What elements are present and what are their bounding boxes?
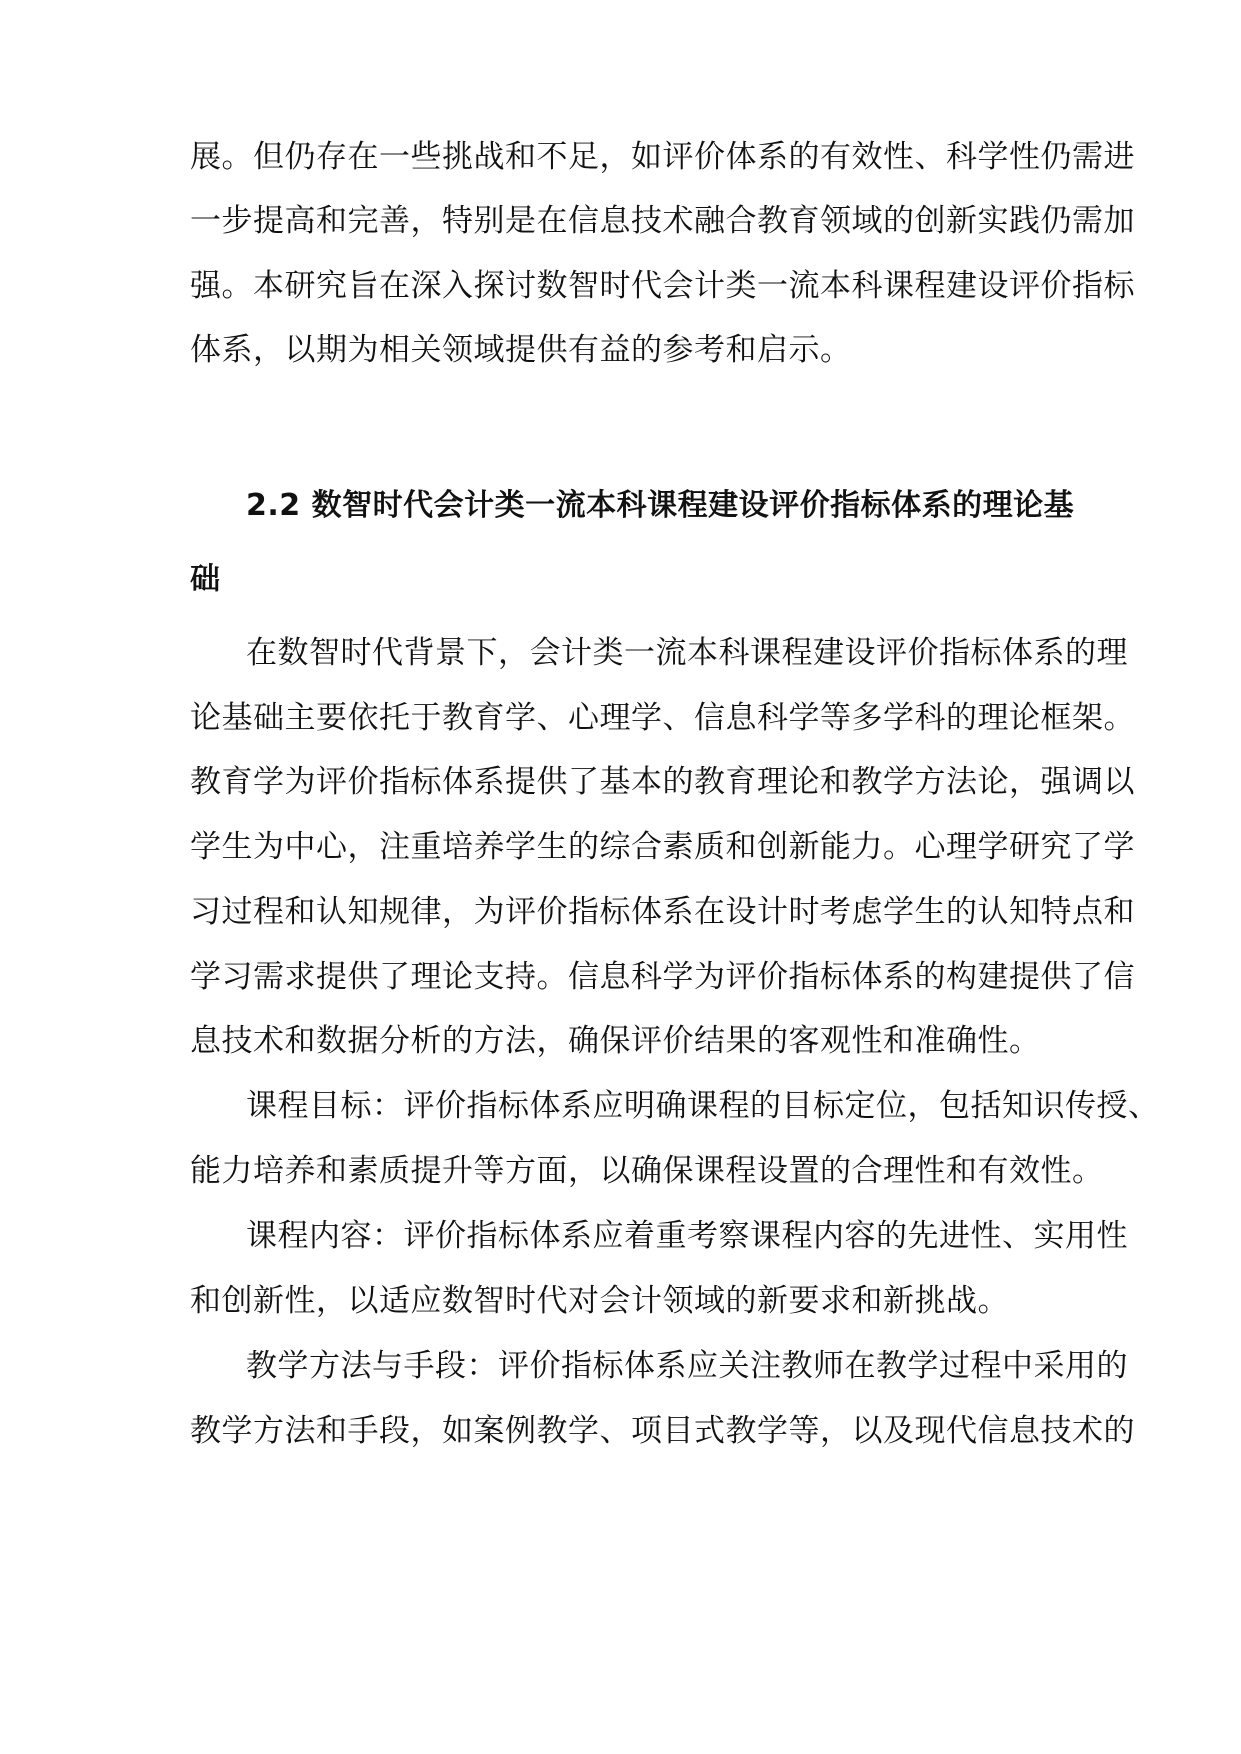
text-line: 在数智时代背景下，会计类一流本科课程建设评价指标体系的理 <box>246 635 1128 671</box>
text-line: 课程内容：评价指标体系应着重考察课程内容的先进性、实用性 <box>246 1218 1128 1254</box>
section-heading-continued: 础 <box>190 562 221 597</box>
text-line: 强。本研究旨在深入探讨数智时代会计类一流本科课程建设评价指标 <box>190 268 1135 304</box>
text-line: 体系，以期为相关领域提供有益的参考和启示。 <box>190 332 852 368</box>
text-line: 课程目标：评价指标体系应明确课程的目标定位，包括知识传授、 <box>246 1088 1160 1124</box>
text-line: 息技术和数据分析的方法，确保评价结果的客观性和准确性。 <box>190 1023 1041 1059</box>
text-line: 学习需求提供了理论支持。信息科学为评价指标体系的构建提供了信 <box>190 959 1135 995</box>
text-line: 和创新性，以适应数智时代对会计领域的新要求和新挑战。 <box>190 1283 1009 1319</box>
text-line: 教学方法和手段，如案例教学、项目式教学等，以及现代信息技术的 <box>190 1413 1135 1449</box>
text-line: 展。但仍存在一些挑战和不足，如评价体系的有效性、科学性仍需进 <box>190 139 1135 175</box>
section-heading: 2.2 数智时代会计类一流本科课程建设评价指标体系的理论基 <box>246 488 1075 523</box>
text-line: 教学方法与手段：评价指标体系应关注教师在教学过程中采用的 <box>246 1348 1128 1384</box>
text-line: 论基础主要依托于教育学、心理学、信息科学等多学科的理论框架。 <box>190 700 1135 736</box>
text-line: 一步提高和完善，特别是在信息技术融合教育领域的创新实践仍需加 <box>190 203 1135 239</box>
text-line: 学生为中心，注重培养学生的综合素质和创新能力。心理学研究了学 <box>190 829 1135 865</box>
text-line: 习过程和认知规律，为评价指标体系在设计时考虑学生的认知特点和 <box>190 894 1135 930</box>
text-line: 教育学为评价指标体系提供了基本的教育理论和教学方法论，强调以 <box>190 764 1135 800</box>
text-line: 能力培养和素质提升等方面，以确保课程设置的合理性和有效性。 <box>190 1153 1104 1189</box>
